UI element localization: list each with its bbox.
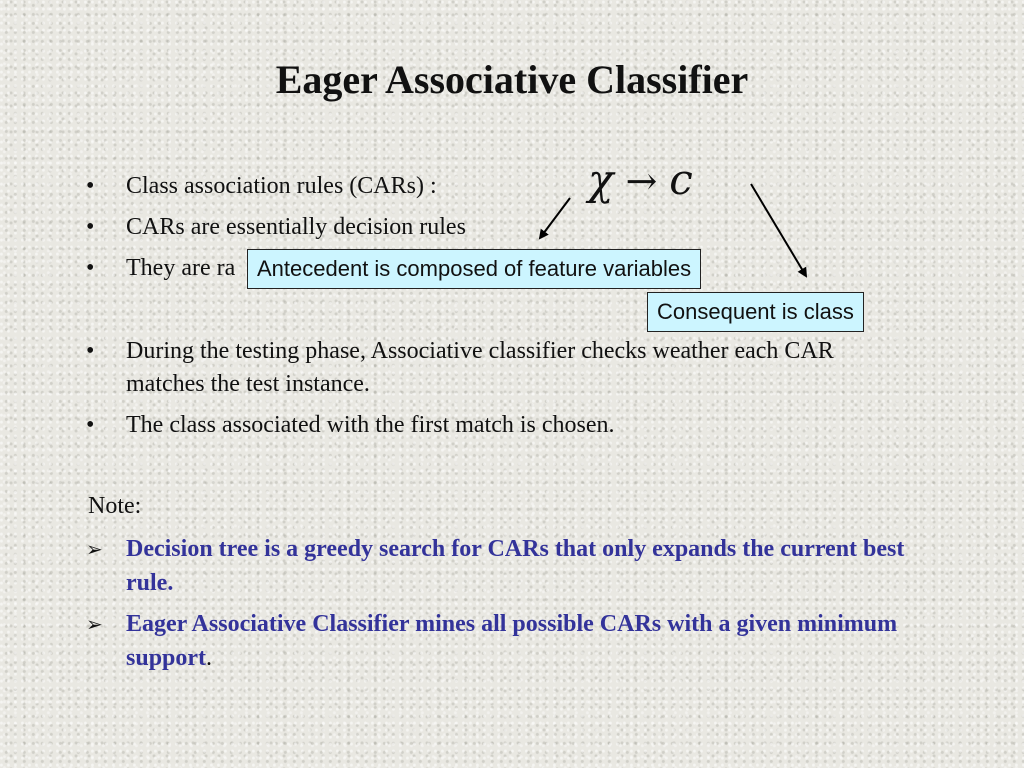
consequent-callout: Consequent is class	[647, 292, 864, 332]
bullet-symbol: •	[86, 338, 95, 364]
bullet-text: During the testing phase, Associative classifier checks weather each CAR matches the test instance.	[126, 338, 834, 397]
bullet-symbol: •	[86, 173, 95, 199]
bullet-symbol: •	[86, 412, 95, 438]
note-suffix: .	[206, 645, 213, 671]
bullet-text: CARs are essentially decision rules	[126, 214, 466, 240]
formula-consequent: c	[669, 155, 693, 204]
consequent-arrow	[751, 184, 806, 276]
slide-title: Eager Associative Classifier	[275, 57, 749, 102]
note-label: Note:	[88, 493, 142, 519]
bullet-text: The class associated with the first match is chosen.	[126, 412, 615, 438]
formula-arrow: →	[625, 159, 658, 203]
note-text: Eager Associative Classifier mines all possible CARs with a given minimum support.	[126, 611, 898, 671]
bullet-symbol: •	[86, 255, 95, 281]
formula-antecedent: χ	[588, 155, 614, 204]
bullet-text: They are ra	[126, 255, 236, 281]
arrow-bullet-icon: ➢	[86, 537, 103, 561]
note-item	[86, 532, 926, 600]
bullet-symbol: •	[86, 214, 95, 240]
bullet-text: Class association rules (CARs) :	[126, 173, 437, 199]
arrow-bullet-icon: ➢	[86, 612, 103, 636]
antecedent-arrow	[540, 198, 570, 238]
note-item	[86, 607, 926, 675]
note-text: Decision tree is a greedy search for CARs that only expands the current best rule.	[126, 536, 905, 596]
antecedent-callout: Antecedent is composed of feature variables	[247, 249, 701, 289]
